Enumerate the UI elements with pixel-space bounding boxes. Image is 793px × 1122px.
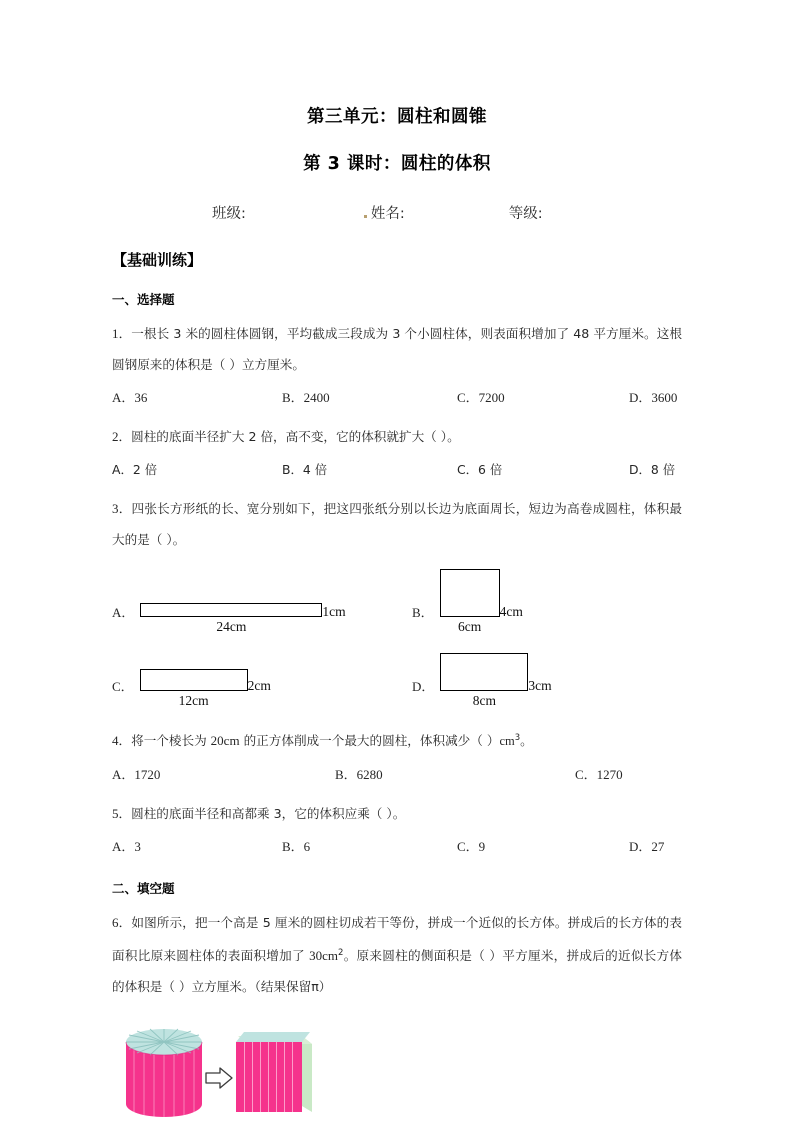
figure-a-width-label: 24cm <box>216 619 247 634</box>
question-5 <box>112 798 682 829</box>
page-title-lesson: 第 3 课时：圆柱的体积 <box>303 154 491 174</box>
question-4 <box>112 723 682 757</box>
question-2 <box>112 421 682 452</box>
question-2-options <box>112 454 682 485</box>
question-1-text: ．一根长 3 米的圆柱体圆钢，平均截成三段成为 3 个小圆柱体，则表面积增加了 48 平方厘米。这根圆钢原来的体积是（ ）立方厘米。 <box>112 326 682 372</box>
question-2-text: ．圆柱的底面半径扩大 2 倍，高不变，它的体积就扩大（ ）。 <box>118 429 460 444</box>
figure-b-rectangle <box>440 569 500 617</box>
question-3-text: ．四张长方形纸的长、宽分别如下，把这四张纸分别以长边为底面周长，短边为高卷成圆柱，体积最大的是（ ）。 <box>112 501 682 547</box>
figure-b-rect-wrap <box>440 569 523 619</box>
question-6 <box>112 907 682 1002</box>
question-6-text-b: 。原来圆柱的侧面积是（ ）平方厘米，拼成后的近似长方体的体积是（ ）立方厘米。（结果保留π） <box>112 948 682 995</box>
question-4-text-c: 的正方体削成一个最大的圆柱，体积减少（ ） <box>239 733 500 749</box>
option-b[interactable]: B．6 <box>282 839 311 855</box>
figure-c-letter: C． <box>112 679 134 694</box>
question-1 <box>112 318 682 380</box>
question-3-figure-row-2 <box>112 653 682 709</box>
cylinder-shape <box>126 1029 202 1120</box>
rectangular-prism-shape <box>236 1032 312 1112</box>
figure-d-width-label: 8cm <box>472 693 497 708</box>
subsection-heading-fill-blank: 二、填空题 <box>112 881 175 897</box>
figure-option-c[interactable] <box>112 653 412 709</box>
figure-b-height-label: 4cm <box>499 603 523 619</box>
figure-c-rect-wrap <box>140 669 271 693</box>
question-4-number: 4 <box>112 733 119 749</box>
question-6-number: 6 <box>112 915 119 931</box>
figure-c-rectangle <box>140 669 248 691</box>
figure-d-rect-wrap <box>440 653 552 693</box>
option-b[interactable]: B．6280 <box>335 767 383 783</box>
figure-a-rect-wrap <box>140 603 346 619</box>
option-b[interactable]: B．4 倍 <box>282 462 328 477</box>
name-field-label: 姓名: <box>370 206 405 222</box>
option-a[interactable]: A．36 <box>112 390 148 405</box>
figure-a-letter: A． <box>112 605 135 620</box>
class-field-label: 班级: <box>212 206 246 222</box>
question-5-options <box>112 831 682 862</box>
question-4-measure: 20cm <box>210 733 240 749</box>
student-info-line <box>112 202 682 223</box>
figure-b-letter: B． <box>412 605 434 620</box>
question-5-number: 5 <box>112 806 119 822</box>
question-1-options <box>112 382 682 413</box>
option-d[interactable]: D．3600 <box>629 390 678 405</box>
page-title-unit: 第三单元：圆柱和圆锥 <box>307 107 487 127</box>
figure-a-height-label: 1cm <box>322 603 346 619</box>
question-4-unit-exponent: 3 <box>514 733 521 743</box>
question-3-figure-row-1 <box>112 569 682 635</box>
option-a[interactable]: A．2 倍 <box>112 462 158 477</box>
figure-c-height-label: 2cm <box>247 677 271 693</box>
figure-d-letter: D． <box>412 679 435 694</box>
figure-a-rectangle <box>140 603 322 617</box>
cylinder-decomposition-svg <box>120 1020 320 1122</box>
question-4-unit: cm <box>499 734 515 749</box>
option-a[interactable]: A．3 <box>112 839 141 855</box>
question-6-text-a: ．如图所示，把一个高是 5 厘米的圆柱切成若干等份，拼成一个近似的长方体。拼成后的长方体的表面积比原来圆柱体的表面积增加了 <box>112 915 682 964</box>
dot-marker-icon <box>364 215 367 218</box>
question-4-text-a: ．将一个棱长为 <box>118 733 211 749</box>
question-4-text-d: 。 <box>520 733 533 749</box>
option-c[interactable]: C．6 倍 <box>457 462 503 477</box>
cylinder-to-prism-illustration <box>120 1020 682 1122</box>
figure-option-d[interactable] <box>412 653 552 709</box>
question-6-area-value: 30cm <box>309 948 339 964</box>
question-5-text: ．圆柱的底面半径和高都乘 3，它的体积应乘（ ）。 <box>118 806 406 822</box>
option-a[interactable]: A．1720 <box>112 767 161 783</box>
grade-field-label: 等级: <box>508 206 543 222</box>
option-d[interactable]: D．27 <box>629 839 665 855</box>
question-2-number: 2 <box>112 429 119 444</box>
section-heading-basic-training: 【基础训练】 <box>112 251 203 269</box>
question-3 <box>112 493 682 555</box>
question-3-number: 3 <box>112 501 119 516</box>
figure-option-b[interactable] <box>412 569 523 635</box>
option-b[interactable]: B．2400 <box>282 390 330 405</box>
figure-d-height-label: 3cm <box>528 677 552 693</box>
subsection-heading-multiple-choice: 一、选择题 <box>112 292 175 307</box>
figure-option-a[interactable] <box>112 569 412 635</box>
figure-c-width-label: 12cm <box>178 693 209 708</box>
option-c[interactable]: C．7200 <box>457 390 505 405</box>
question-1-number: 1 <box>112 326 119 341</box>
question-6-area-exponent: 2 <box>338 948 344 959</box>
transform-arrow-icon <box>206 1068 232 1088</box>
question-4-options <box>112 759 682 790</box>
figure-d-rectangle <box>440 653 528 691</box>
figure-b-width-label: 6cm <box>458 619 482 634</box>
option-c[interactable]: C．9 <box>457 839 486 855</box>
option-c[interactable]: C．1270 <box>575 767 623 783</box>
page-content <box>112 0 682 1122</box>
option-d[interactable]: D．8 倍 <box>629 462 676 477</box>
